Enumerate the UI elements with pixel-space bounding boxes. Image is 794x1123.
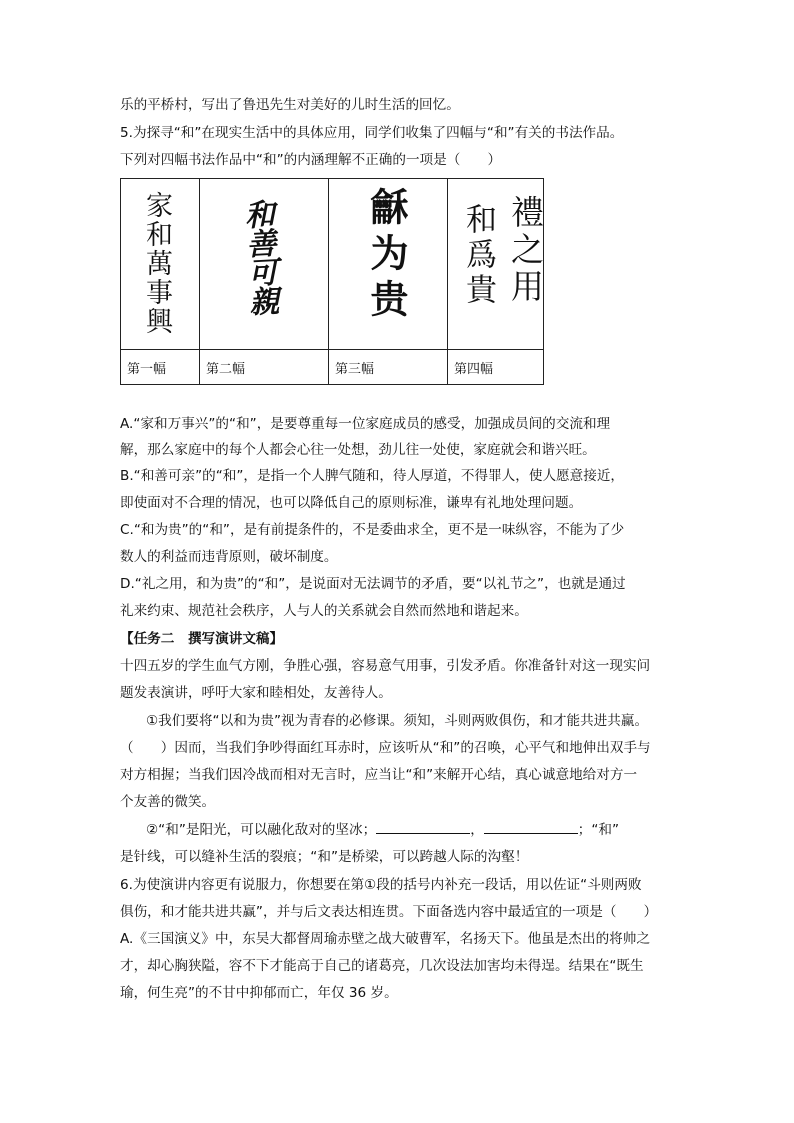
speech-paragraph-2: [146, 821, 619, 839]
speech-paragraph-1-cont: （ ）因而，当我们争吵得面红耳赤时，应该听从“和”的召唤，心平气和地伸出双手与: [120, 740, 651, 756]
question-6-stem-cont: 俱伤，和才能共进共赢”，并与后文表达相连贯。下面备选内容中最适宜的一项是（ ）: [120, 904, 658, 920]
option-c: C.“和为贵”的“和”，是有前提条件的，不是委曲求全，更不是一味纵容，不能为了少: [120, 522, 625, 538]
fill-blank-2[interactable]: [484, 821, 578, 834]
calligraphy-work-1: [121, 179, 200, 350]
calligraphy-text: 家和萬事興: [141, 191, 172, 336]
option-a: A.“家和万事兴”的“和”，是要尊重每一位家庭成员的感受，加强成员间的交流和理: [120, 416, 611, 432]
speech-text: ②“和”是阳光，可以融化敌对的坚冰；: [146, 822, 377, 838]
speech-text: ，: [470, 822, 484, 838]
speech-paragraph-1-cont: 对方相握；当我们因冷战而相对无言时，应当让“和”来解开心结，真心诚意地给对方一: [120, 767, 638, 783]
calligraphy-text: 和善可親: [237, 198, 280, 316]
option-c-cont: 数人的利益而违背原则，破坏制度。: [120, 549, 338, 565]
option-b-cont: 即使面对不合理的情况，也可以降低自己的原则标准，谦卑有礼地处理问题。: [120, 495, 583, 511]
calligraphy-table: [120, 178, 544, 385]
question-6-option-a-cont: 瑜，何生亮”的不甘中抑郁而亡，年仅 36 岁。: [120, 985, 398, 1001]
caption-3: 第三幅: [329, 350, 448, 385]
calligraphy-work-2: [200, 179, 329, 350]
question-6-stem: 6.为使演讲内容更有说服力，你想要在第①段的括号内补充一段话，用以佐证“斗则两败: [120, 877, 642, 893]
question-6-option-a-cont: 才，却心胸狭隘，容不下才能高于自己的诸葛亮，几次设法加害均未得逞。结果在“既生: [120, 958, 644, 974]
option-d: D.“礼之用，和为贵”的“和”，是说面对无法调节的矛盾，要“以礼节之”，也就是通过: [120, 576, 626, 592]
option-b: B.“和善可亲”的“和”，是指一个人脾气随和，待人厚道，不得罪人，使人愿意接近，: [120, 468, 625, 484]
calligraphy-text-left: 和爲貴: [460, 203, 496, 308]
speech-paragraph-1-cont: 个友善的微笑。: [120, 794, 216, 810]
task-2-intro-cont: 题发表演讲，呼吁大家和睦相处，友善待人。: [120, 685, 392, 701]
caption-1: 第一幅: [121, 350, 200, 385]
calligraphy-text: 龢为贵: [364, 187, 409, 325]
calligraphy-work-4: [448, 179, 544, 350]
speech-paragraph-2-cont: 是针线，可以缝补生活的裂痕；“和”是桥梁，可以跨越人际的沟壑！: [120, 849, 529, 865]
task-2-heading: 【任务二 撰写演讲文稿】: [120, 631, 284, 647]
fill-blank-1[interactable]: [376, 821, 470, 834]
caption-2: 第二幅: [200, 350, 329, 385]
question-6-option-a: A.《三国演义》中，东吴大都督周瑜赤壁之战大破曹军，名扬天下。他虽是杰出的将帅之: [120, 931, 650, 947]
question-5-stem: 5.为探寻“和”在现实生活中的具体应用，同学们收集了四幅与“和”有关的书法作品。: [120, 125, 624, 141]
question-5-stem-cont: 下列对四幅书法作品中“和”的内涵理解不正确的一项是（ ）: [120, 152, 502, 168]
calligraphy-text-right: 禮之用: [506, 195, 545, 306]
caption-4: 第四幅: [448, 350, 544, 385]
option-a-cont: 解，那么家庭中的每个人都会心往一处想，劲儿往一处使，家庭就会和谐兴旺。: [120, 442, 596, 458]
speech-paragraph-1: ①我们要将“以和为贵”视为青春的必修课。须知，斗则两败俱伤，和才能共进共赢。: [146, 713, 649, 729]
task-2-intro: 十四五岁的学生血气方刚，争胜心强，容易意气用事，引发矛盾。你准备针对这一现实问: [120, 658, 651, 674]
calligraphy-work-3: [329, 179, 448, 350]
speech-text: ；“和”: [577, 822, 620, 838]
text-line: 乐的平桥村，写出了鲁迅先生对美好的儿时生活的回忆。: [120, 97, 460, 113]
option-d-cont: 礼来约束、规范社会秩序，人与人的关系就会自然而然地和谐起来。: [120, 603, 528, 619]
